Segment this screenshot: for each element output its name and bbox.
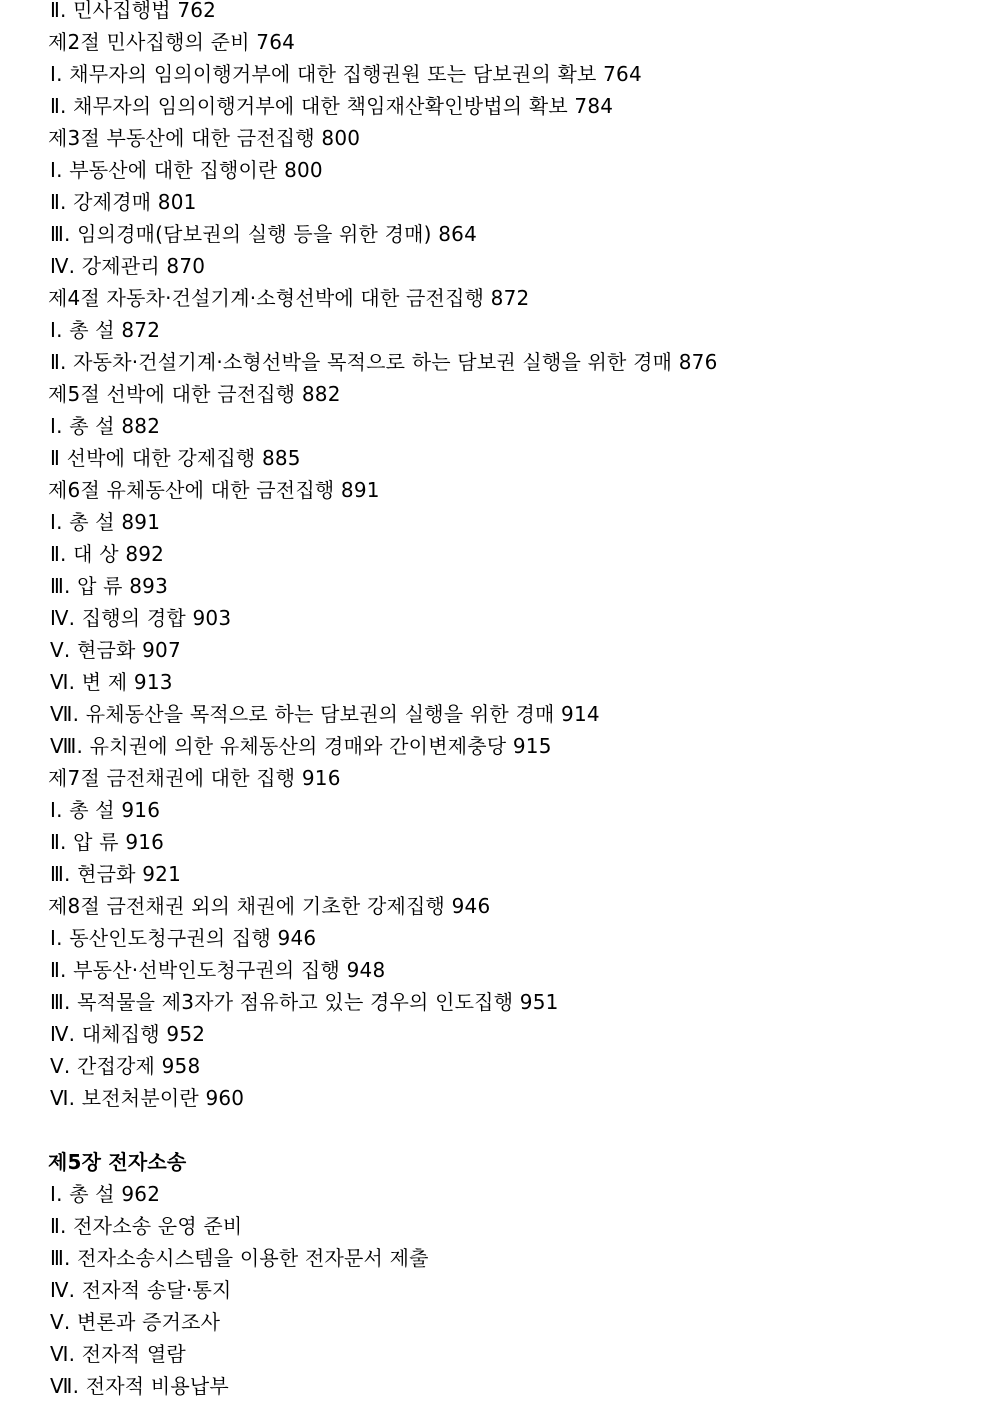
toc-entry: Ⅲ. 목적물을 제3자가 점유하고 있는 경우의 인도집행 951 (50, 990, 559, 1014)
toc-entry: Ⅰ. 동산인도청구권의 집행 946 (50, 926, 317, 950)
toc-entry: Ⅴ. 변론과 증거조사 (50, 1310, 221, 1334)
toc-entry: Ⅰ. 총 설 882 (50, 414, 161, 438)
toc-entry: Ⅰ. 총 설 916 (50, 798, 161, 822)
toc-entry: Ⅳ. 집행의 경합 903 (50, 606, 232, 630)
toc-entry: Ⅱ 선박에 대한 강제집행 885 (50, 446, 301, 470)
toc-entry: Ⅱ. 부동산·선박인도청구권의 집행 948 (50, 958, 386, 982)
chapter-heading: 제5장 전자소송 (48, 1150, 187, 1174)
toc-entry: Ⅶ. 유체동산을 목적으로 하는 담보권의 실행을 위한 경매 914 (50, 702, 600, 726)
toc-entry: Ⅰ. 총 설 872 (50, 318, 161, 342)
toc-entry: Ⅴ. 간접강제 958 (50, 1054, 201, 1078)
section-heading: 제3절 부동산에 대한 금전집행 800 (48, 126, 361, 150)
blank-line (48, 1114, 968, 1146)
toc-entry: Ⅶ. 전자적 비용납부 (50, 1374, 229, 1398)
toc-entry: Ⅳ. 강제관리 870 (50, 254, 206, 278)
toc-entry: Ⅳ. 전자적 송달·통지 (50, 1278, 232, 1302)
toc-entry: Ⅲ. 압 류 893 (50, 574, 169, 598)
toc-entry: Ⅱ. 대 상 892 (50, 542, 165, 566)
toc-entry: Ⅷ. 유치권에 의한 유체동산의 경매와 간이변제충당 915 (50, 734, 552, 758)
section-heading: 제7절 금전채권에 대한 집행 916 (48, 766, 341, 790)
table-of-contents (48, 0, 968, 1402)
toc-entry: Ⅵ. 변 제 913 (50, 670, 173, 694)
toc-entry: Ⅱ. 압 류 916 (50, 830, 165, 854)
toc-entry: Ⅲ. 임의경매(담보권의 실행 등을 위한 경매) 864 (50, 222, 477, 246)
toc-entry: Ⅱ. 강제경매 801 (50, 190, 197, 214)
toc-entry: Ⅰ. 채무자의 임의이행거부에 대한 집행권원 또는 담보권의 확보 764 (50, 62, 642, 86)
toc-entry: Ⅱ. 전자소송 운영 준비 (50, 1214, 243, 1238)
toc-entry: Ⅱ. 민사집행법 762 (50, 0, 217, 22)
section-heading: 제2절 민사집행의 준비 764 (48, 30, 296, 54)
toc-entry: Ⅱ. 자동차·건설기계·소형선박을 목적으로 하는 담보권 실행을 위한 경매 876 (50, 350, 718, 374)
toc-entry: Ⅲ. 전자소송시스템을 이용한 전자문서 제출 (50, 1246, 429, 1270)
toc-entry: Ⅰ. 총 설 891 (50, 510, 161, 534)
section-heading: 제6절 유체동산에 대한 금전집행 891 (48, 478, 380, 502)
toc-entry: Ⅵ. 전자적 열람 (50, 1342, 186, 1366)
toc-entry: Ⅵ. 보전처분이란 960 (50, 1086, 245, 1110)
section-heading: 제4절 자동차·건설기계·소형선박에 대한 금전집행 872 (48, 286, 530, 310)
toc-entry: Ⅴ. 현금화 907 (50, 638, 181, 662)
toc-entry: Ⅰ. 부동산에 대한 집행이란 800 (50, 158, 323, 182)
toc-entry: Ⅳ. 대체집행 952 (50, 1022, 206, 1046)
toc-entry: Ⅱ. 채무자의 임의이행거부에 대한 책임재산확인방법의 확보 784 (50, 94, 614, 118)
toc-entry: Ⅰ. 총 설 962 (50, 1182, 161, 1206)
section-heading: 제5절 선박에 대한 금전집행 882 (48, 382, 341, 406)
toc-entry: Ⅲ. 현금화 921 (50, 862, 181, 886)
section-heading: 제8절 금전채권 외의 채권에 기초한 강제집행 946 (48, 894, 491, 918)
